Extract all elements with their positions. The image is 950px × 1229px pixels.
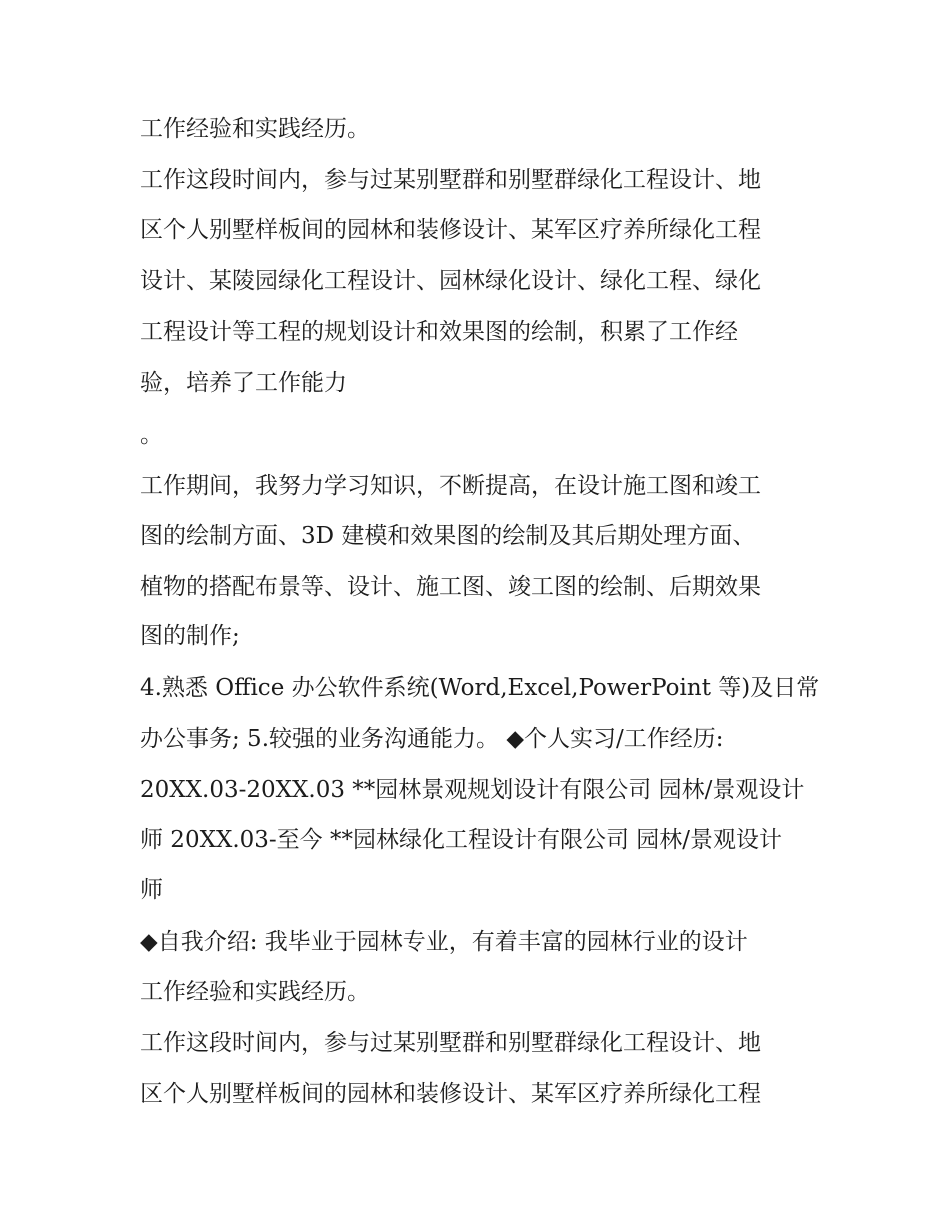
text-line: 区个人别墅样板间的园林和装修设计、某军区疗养所绿化工程	[140, 1081, 761, 1107]
text-line: 。	[140, 422, 163, 448]
text-line: 图的制作;	[140, 623, 240, 649]
text-line: 工作经验和实践经历。	[140, 979, 370, 1005]
text-line: 办公事务; 5.较强的业务沟通能力。 ◆个人实习/工作经历:	[140, 726, 724, 752]
text-line: 区个人别墅样板间的园林和装修设计、某军区疗养所绿化工程	[140, 217, 761, 243]
text-line: 4.熟悉 Office 办公软件系统(Word,Excel,PowerPoint 等)及日常	[140, 675, 820, 701]
text-line: 植物的搭配布景等、设计、施工图、竣工图的绘制、后期效果	[140, 574, 761, 600]
text-line: 20XX.03-20XX.03 **园林景观规划设计有限公司 园林/景观设计	[140, 777, 805, 803]
text-line: 验，培养了工作能力	[140, 370, 347, 396]
text-line: 工作期间，我努力学习知识，不断提高，在设计施工图和竣工	[140, 473, 761, 499]
text-line: 工作这段时间内，参与过某别墅群和别墅群绿化工程设计、地	[140, 167, 761, 193]
text-line: ◆自我介绍: 我毕业于园林专业，有着丰富的园林行业的设计	[140, 929, 748, 955]
text-line: 工作经验和实践经历。	[140, 116, 370, 142]
text-line: 师 20XX.03-至今 **园林绿化工程设计有限公司 园林/景观设计	[140, 827, 783, 853]
text-line: 师	[140, 877, 163, 903]
text-line: 工程设计等工程的规划设计和效果图的绘制，积累了工作经	[140, 319, 738, 345]
text-line: 图的绘制方面、3D 建模和效果图的绘制及其后期处理方面、	[140, 523, 756, 549]
text-line: 工作这段时间内，参与过某别墅群和别墅群绿化工程设计、地	[140, 1030, 761, 1056]
text-line: 设计、某陵园绿化工程设计、园林绿化设计、绿化工程、绿化	[140, 268, 761, 294]
